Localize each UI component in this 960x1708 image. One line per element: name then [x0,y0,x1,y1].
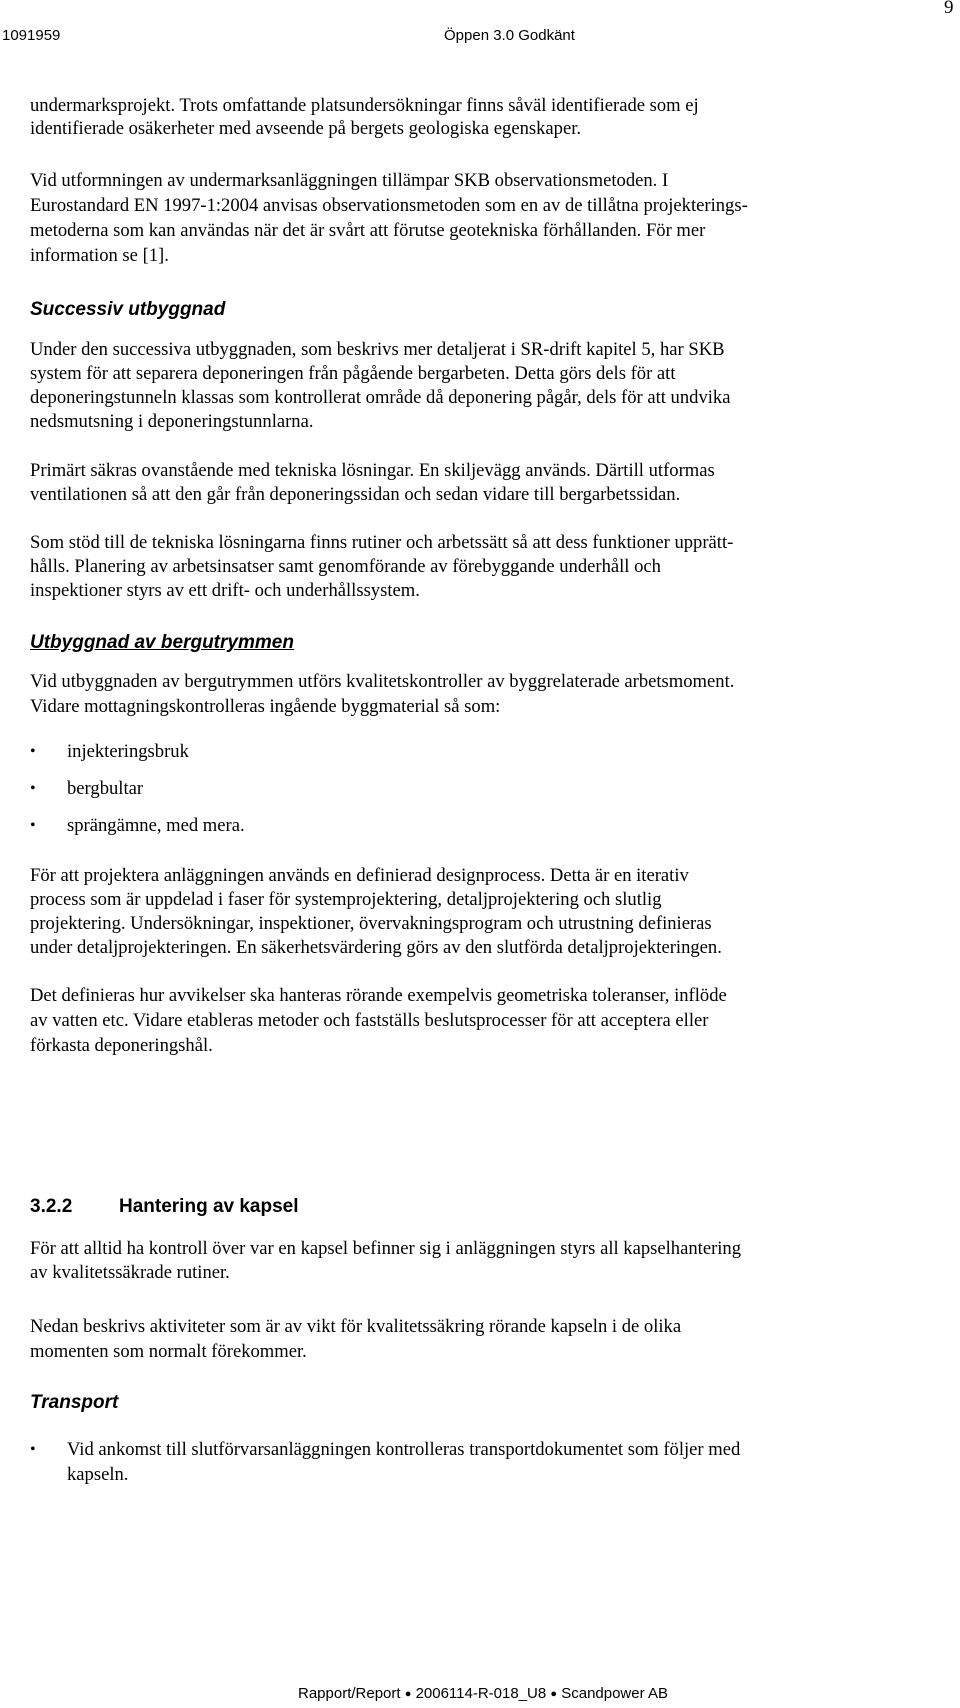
paragraph-line: av kvalitetssäkrade rutiner. [30,1262,230,1283]
list-item: Vid ankomst till slutförvarsanläggningen kontrolleras transportdokumentet som följer med [67,1439,741,1460]
footer-report-label: Rapport/Report [298,1685,401,1702]
bullet-icon: • [30,780,36,797]
paragraph-line: Vidare mottagningskontrolleras ingående byggmaterial så som: [30,696,501,717]
list-item: injekteringsbruk [67,741,189,762]
paragraph-line: momenten som normalt förekommer. [30,1341,307,1362]
paragraph-line: process som är uppdelad i faser för systemprojektering, detaljprojektering och slutlig [30,889,662,910]
paragraph-line: ventilationen så att den går från deponeringssidan och sedan vidare till bergarbetssidan. [30,484,681,505]
header-doc-id: 1091959 [2,27,61,44]
list-item-continuation: kapseln. [67,1464,129,1485]
list-item: bergbultar [67,778,144,799]
header-status: Öppen 3.0 Godkänt [444,27,575,44]
paragraph-line: nedsmutsning i deponeringstunnlarna. [30,411,314,432]
footer [298,1685,668,1702]
bullet-icon: • [30,1441,36,1458]
paragraph-line: Det definieras hur avvikelser ska hanteras rörande exempelvis geometriska toleranser, inflöde [30,985,727,1006]
paragraph-line: information se [1]. [30,245,169,266]
paragraph-line: Eurostandard EN 1997-1:2004 anvisas observationsmetoden som en av de tillåtna projekterings- [30,195,748,216]
list-item: sprängämne, med mera. [67,815,245,836]
heading-utbyggnad-av-bergutrymmen: Utbyggnad av bergutrymmen [30,632,294,653]
paragraph-line: Nedan beskrivs aktiviteter som är av vikt för kvalitetssäkring rörande kapseln i de olika [30,1316,682,1337]
footer-company: Scandpower AB [561,1685,668,1702]
footer-report-number: 2006114-R-018_U8 [415,1685,547,1702]
heading-transport: Transport [30,1392,119,1413]
paragraph-line: av vatten etc. Vidare etableras metoder och fastställs beslutsprocesser för att acceptera eller [30,1010,709,1031]
footer-separator-icon: ● [404,1688,412,1700]
paragraph-line: Vid utformningen av undermarksanläggningen tillämpar SKB observationsmetoden. I [30,170,669,191]
paragraph-line: metoderna som kan användas när det är svårt att förutse geotekniska förhållanden. För mer [30,220,706,241]
paragraph-line: deponeringstunneln klassas som kontrollerat område då deponering pågår, dels för att undvika [30,387,731,408]
heading-successiv-utbyggnad: Successiv utbyggnad [30,299,226,320]
paragraph-line: förkasta deponeringshål. [30,1035,213,1056]
paragraph-line: För att alltid ha kontroll över var en kapsel befinner sig i anläggningen styrs all kapselhantering [30,1238,742,1259]
paragraph-line: inspektioner styrs av ett drift- och underhållssystem. [30,580,420,601]
paragraph-line: För att projektera anläggningen används en definierad designprocess. Detta är en iterativ [30,865,689,886]
section-title: Hantering av kapsel [119,1196,299,1217]
bullet-icon: • [30,743,36,760]
paragraph-line: under detaljprojekteringen. En säkerhetsvärdering görs av den slutförda detaljprojekteringen. [30,937,722,958]
section-number: 3.2.2 [30,1196,73,1217]
page-number: 9 [944,0,954,18]
paragraph-line: Under den successiva utbyggnaden, som beskrivs mer detaljerat i SR-drift kapitel 5, har SKB [30,339,725,360]
paragraph-line: undermarksprojekt. Trots omfattande platsundersökningar finns såväl identifierade som ej [30,95,699,116]
paragraph-line: hålls. Planering av arbetsinsatser samt genomförande av förebyggande underhåll och [30,556,661,577]
paragraph-line: Som stöd till de tekniska lösningarna finns rutiner och arbetssätt så att dess funktioner upprätt- [30,532,734,553]
paragraph-line: projektering. Undersökningar, inspektioner, övervakningsprogram och utrustning definieras [30,913,712,934]
paragraph-line: Primärt säkras ovanstående med tekniska lösningar. En skiljevägg används. Därtill utformas [30,460,715,481]
paragraph-line: identifierade osäkerheter med avseende på bergets geologiska egenskaper. [30,118,582,139]
bullet-icon: • [30,817,36,834]
paragraph-line: Vid utbyggnaden av bergutrymmen utförs kvalitetskontroller av byggrelaterade arbetsmoment. [30,671,735,692]
paragraph-line: system för att separera deponeringen från pågående bergarbeten. Detta görs dels för att [30,363,676,384]
footer-separator-icon: ● [550,1688,558,1700]
